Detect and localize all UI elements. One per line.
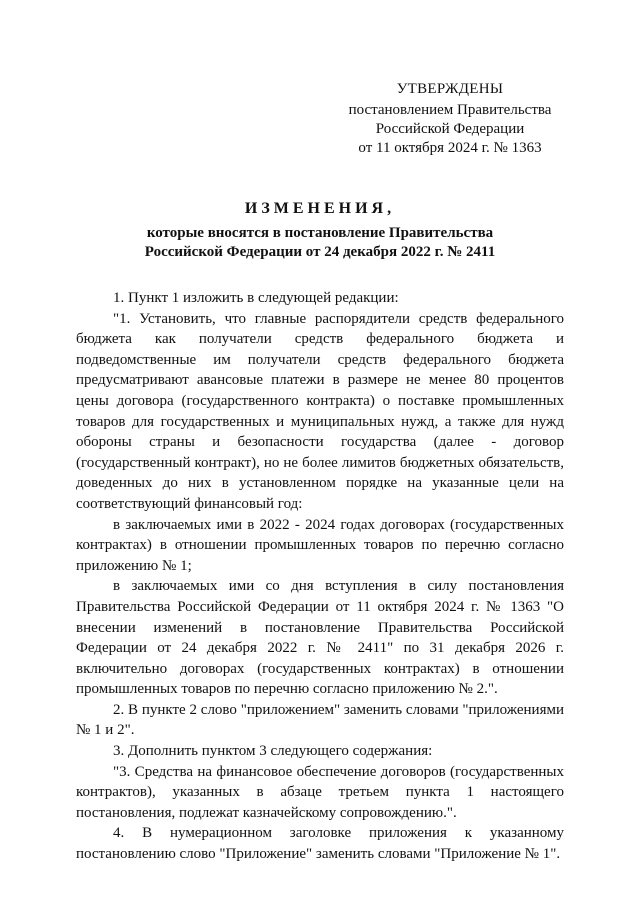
subtitle-line: Российской Федерации от 24 декабря 2022 г. № 2411 [144, 244, 496, 260]
approval-line: от 11 октября 2024 г. № 1363 [358, 140, 542, 156]
paragraph: 4. В нумерационном заголовке приложения к указанному постановлению слово "Приложение" заменить словами "Приложение № 1". [76, 825, 564, 863]
approval-line: постановлением Правительства [348, 102, 552, 118]
approval-line: Российской Федерации [375, 121, 525, 137]
document-body [76, 288, 564, 865]
subtitle-line: которые вносятся в постановление Правительства [146, 225, 494, 241]
document-subtitle [76, 224, 564, 262]
paragraph: 2. В пункте 2 слово "приложением" заменить словами "приложениями № 1 и 2". [76, 701, 564, 739]
paragraph: "3. Средства на финансовое обеспечение договоров (государственных контрактов), указанных в абзаце третьем пункта 1 настоящего постановления, подлежат казначейскому сопровождению.". [76, 763, 564, 821]
approval-stamp [330, 80, 570, 158]
paragraph: 3. Дополнить пунктом 3 следующего содержания: [113, 743, 433, 760]
paragraph: в заключаемых ими в 2022 - 2024 годах договорах (государственных контрактах) в отношении промышленных товаров по перечню согласно приложению № 1; [76, 516, 564, 574]
approval-heading: УТВЕРЖДЕНЫ [396, 81, 504, 97]
paragraph: "1. Установить, что главные распорядители средств федерального бюджета как получатели средств федерального бюджета и подведомственные им получатели средств федерального бюджета предусматривают авансовые платежи в размере не менее 80 процентов цены договора (государственного контракта) о поставке промышленных товаров для государственных и муниципальных нужд, а также для нужд обороны страны и безопасности государства (далее - договор (государственный контракт), но не более лимитов бюджетных обязательств, доведенных до них в установленном порядке на указанные цели на соответствующий финансовый год: [76, 310, 564, 512]
paragraph: в заключаемых ими со дня вступления в силу постановления Правительства Российской Федерации от 11 октября 2024 г. № 1363 "О внесении изменений в постановление Правительства Российской Федерации от 24 декабря 2022 г. № 2411" по 31 декабря 2026 г. включительно договорах (государственных контрактах) в отношении промышленных товаров по перечню согласно приложению № 2.". [76, 578, 564, 698]
document-title: ИЗМЕНЕНИЯ, [244, 200, 396, 217]
paragraph: 1. Пункт 1 изложить в следующей редакции: [113, 290, 399, 306]
